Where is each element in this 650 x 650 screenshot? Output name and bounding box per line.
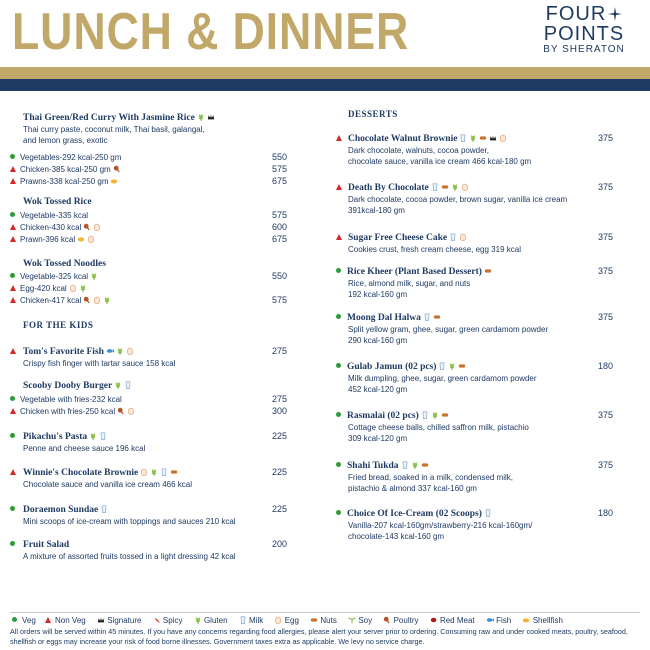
milk-icon <box>100 505 108 513</box>
item-description: 452 kcal-120 gm <box>348 385 408 394</box>
milk-icon <box>421 411 429 419</box>
legend-milk: Milk <box>249 616 264 625</box>
nonveg-icon <box>10 236 16 242</box>
legend-egg: Egg <box>284 616 299 625</box>
menu-item-thai-curry <box>23 112 303 146</box>
milk-icon <box>160 468 168 476</box>
menu-item-moong-dal-halwa <box>336 312 636 346</box>
item-description: Rice, almond milk, sugar, and nuts <box>348 279 471 288</box>
egg-icon <box>87 235 95 243</box>
nuts-icon <box>433 313 441 321</box>
brand-line-3: BY SHERATON <box>543 44 625 55</box>
price: 180 <box>598 361 614 371</box>
item-description: Dark chocolate, cocoa powder, brown sugar, vanilla ice cream <box>348 195 568 204</box>
item-name: Doraemon Sundae <box>23 505 99 515</box>
item-name: Shahi Tukda <box>347 461 399 471</box>
item-description: Thai curry paste, coconut milk, Thai basil, galangal, <box>23 125 205 134</box>
item-description: and lemon grass, exotic <box>23 136 108 145</box>
price: 575 <box>272 164 288 174</box>
legend-signature: Signature <box>107 616 142 625</box>
allergen-legend <box>12 616 570 625</box>
nuts-icon <box>170 468 178 476</box>
gluten-icon <box>79 284 87 292</box>
price: 375 <box>598 312 614 322</box>
item-name: Fruit Salad <box>23 540 70 550</box>
price: 200 <box>272 539 288 549</box>
fish-icon <box>486 616 494 624</box>
legend-veg: Veg <box>22 616 36 625</box>
item-description: 391kcal-180 gm <box>348 206 405 215</box>
price: 575 <box>272 295 288 305</box>
legend-fish: Fish <box>496 616 512 625</box>
variant-text: Chicken with fries-250 kcal <box>20 407 116 416</box>
legend-poultry: Poultry <box>393 616 419 625</box>
legend-soy: Soy <box>358 616 373 625</box>
item-description: Mini scoops of ice-cream with toppings and sauces 210 kcal <box>23 517 236 526</box>
allergy-notice: All orders will be served within 45 minutes. If you have any concerns regarding food allergies, please alert your server prior to ordering. Consuming raw and under cooked meats, poultry, seafood, shellfish or eggs may increase your risk of food borne illnesses. Government taxes extra as applicable. We levy no service charge. <box>10 627 628 646</box>
legend-gluten: Gluten <box>203 616 228 625</box>
price: 225 <box>272 467 288 477</box>
signature-icon <box>97 616 105 624</box>
gluten-icon <box>90 272 98 280</box>
item-description: Split yellow gram, ghee, sugar, green cardamom powder <box>348 325 549 334</box>
price: 225 <box>272 504 288 514</box>
red-meat-icon <box>430 616 438 624</box>
veg-icon <box>336 314 341 319</box>
poultry-icon <box>113 165 121 173</box>
veg-icon <box>10 154 15 159</box>
gluten-icon <box>103 296 111 304</box>
nuts-icon <box>484 267 492 275</box>
menu-item-death-by-chocolate <box>336 182 636 216</box>
nonveg-icon <box>10 469 16 475</box>
nuts-icon <box>479 134 487 142</box>
price: 375 <box>598 410 614 420</box>
fish-icon <box>106 347 114 355</box>
veg-icon <box>10 396 15 401</box>
variant-text: Vegetable-335 kcal <box>20 211 89 220</box>
legend-shellfish: Shellfish <box>532 616 563 625</box>
nonveg-icon <box>10 178 16 184</box>
navy-band <box>0 79 650 91</box>
nonveg-icon <box>10 224 16 230</box>
menu-item-cheese-cake <box>336 232 636 255</box>
section-heading-kids: FOR THE KIDS <box>23 320 94 330</box>
menu-item-burger <box>23 380 132 392</box>
milk-icon <box>484 509 492 517</box>
milk-icon <box>423 313 431 321</box>
veg-icon <box>10 541 15 546</box>
variant-text: Vegetable-325 kcal <box>20 272 89 281</box>
menu-item-gulab-jamun <box>336 361 636 395</box>
egg-icon <box>69 284 77 292</box>
nonveg-icon <box>10 348 16 354</box>
egg-icon <box>274 616 282 624</box>
signature-icon <box>489 134 497 142</box>
veg-icon <box>10 212 15 217</box>
veg-icon <box>10 506 15 511</box>
menu-item-sundae <box>10 504 300 527</box>
variant-row <box>10 271 300 282</box>
egg-icon <box>93 296 101 304</box>
item-description: Cookies crust, fresh cream cheese, egg 319 kcal <box>348 245 521 254</box>
item-description: Crispy fish finger with tartar sauce 158 kcal <box>23 359 176 368</box>
item-description: Fried bread, soaked in a milk, condensed milk, <box>348 473 513 482</box>
spicy-icon <box>153 616 161 624</box>
nuts-icon <box>310 616 318 624</box>
price: 180 <box>598 508 614 518</box>
item-name: Tom's Favorite Fish <box>23 347 104 357</box>
item-description: chocolate sauce, vanilla ice cream 466 kcal-180 gm <box>348 157 532 166</box>
menu-item-winnie-brownie <box>10 467 300 490</box>
price: 375 <box>598 232 614 242</box>
price: 375 <box>598 133 614 143</box>
gluten-icon <box>89 432 97 440</box>
variant-text: Prawns-338 kcal-250 gm <box>20 177 109 186</box>
milk-icon <box>124 381 132 389</box>
legend-nuts: Nuts <box>320 616 337 625</box>
veg-icon <box>336 510 341 515</box>
veg-icon <box>10 433 15 438</box>
variant-text: Vegetables-292 kcal-250 gm <box>20 153 122 162</box>
footer-divider <box>10 612 640 613</box>
shellfish-icon <box>77 235 85 243</box>
variant-text: Chicken-417 kcal <box>20 296 82 305</box>
variant-row <box>10 406 300 417</box>
gluten-icon <box>431 411 439 419</box>
veg-icon <box>336 363 341 368</box>
menu-title: LUNCH & DINNER <box>12 3 410 61</box>
egg-icon <box>499 134 507 142</box>
price: 550 <box>272 152 288 162</box>
variant-row <box>10 394 300 405</box>
price: 375 <box>598 460 614 470</box>
gold-band <box>0 67 650 79</box>
nuts-icon <box>441 411 449 419</box>
item-description: Vanilla-207 kcal-160gm/strawberry-216 kcal-160gm/ <box>348 521 533 530</box>
variant-row <box>10 283 300 294</box>
legend-nonveg: Non Veg <box>55 616 86 625</box>
variant-row <box>10 295 300 306</box>
price: 275 <box>272 346 288 356</box>
item-description: Chocolate sauce and vanilla ice cream 466 kcal <box>23 480 192 489</box>
brand-star-icon <box>608 7 622 21</box>
veg-icon <box>336 268 341 273</box>
veg-icon <box>336 462 341 467</box>
menu-item-rasmalai <box>336 410 636 444</box>
egg-icon <box>461 183 469 191</box>
variant-row <box>10 234 300 245</box>
item-name: Chocolate Walnut Brownie <box>348 134 458 144</box>
section-heading-desserts: DESSERTS <box>348 109 398 119</box>
nuts-icon <box>421 461 429 469</box>
legend-spicy: Spicy <box>162 616 183 625</box>
item-name: Rice Kheer (Plant Based Dessert) <box>347 267 482 277</box>
item-name: Pikachu's Pasta <box>23 432 88 442</box>
milk-icon <box>239 616 247 624</box>
item-name: Sugar Free Cheese Cake <box>348 233 448 243</box>
egg-icon <box>459 233 467 241</box>
price: 275 <box>272 394 288 404</box>
nonveg-icon <box>336 184 342 190</box>
milk-icon <box>99 432 107 440</box>
item-name: Rasmalai (02 pcs) <box>347 411 419 421</box>
nonveg-icon <box>10 166 16 172</box>
item-name: Choice Of Ice-Cream (02 Scoops) <box>347 509 482 519</box>
item-description: 309 kcal-120 gm <box>348 434 408 443</box>
price: 375 <box>598 182 614 192</box>
price: 375 <box>598 266 614 276</box>
item-name: Thai Green/Red Curry With Jasmine Rice <box>23 113 195 123</box>
nuts-icon <box>458 362 466 370</box>
item-description: Cottage cheese balls, chilled saffron milk, pistachio <box>348 423 529 432</box>
menu-item-shahi-tukda <box>336 460 636 494</box>
nuts-icon <box>441 183 449 191</box>
item-name: Wok Tossed Rice <box>23 197 92 207</box>
menu-item-fruit-salad <box>10 539 300 562</box>
price: 225 <box>272 431 288 441</box>
milk-icon <box>449 233 457 241</box>
item-name: Winnie's Chocolate Brownie <box>23 468 139 478</box>
price: 300 <box>272 406 288 416</box>
item-name: Scooby Dooby Burger <box>23 381 113 391</box>
menu-item-wok-noodles <box>23 258 106 270</box>
item-description: pistachio & almond 337 kcal-160 gm <box>348 484 477 493</box>
nonveg-icon <box>336 135 342 141</box>
price: 600 <box>272 222 288 232</box>
item-name: Wok Tossed Noodles <box>23 259 106 269</box>
poultry-icon <box>83 223 91 231</box>
milk-icon <box>438 362 446 370</box>
variant-row <box>10 164 300 175</box>
egg-icon <box>140 468 148 476</box>
gluten-icon <box>411 461 419 469</box>
milk-icon <box>459 134 467 142</box>
shellfish-icon <box>522 616 530 624</box>
veg-icon <box>12 617 17 622</box>
variant-row <box>10 152 300 163</box>
variant-text: Vegetable with fries-232 kcal <box>20 395 122 404</box>
menu-item-walnut-brownie <box>336 133 636 167</box>
signature-icon <box>207 113 215 121</box>
veg-icon <box>336 412 341 417</box>
nonveg-icon <box>10 285 16 291</box>
item-description: Dark chocolate, walnuts, cocoa powder, <box>348 146 489 155</box>
gluten-icon <box>194 616 202 624</box>
item-name: Death By Chocolate <box>348 183 429 193</box>
veg-icon <box>10 273 15 278</box>
item-description: Penne and cheese sauce 196 kcal <box>23 444 146 453</box>
nonveg-icon <box>10 297 16 303</box>
price: 675 <box>272 176 288 186</box>
item-name: Gulab Jamun (02 pcs) <box>347 362 437 372</box>
variant-text: Egg-420 kcal <box>20 284 67 293</box>
menu-item-wok-rice <box>23 196 92 208</box>
price: 675 <box>272 234 288 244</box>
egg-icon <box>93 223 101 231</box>
item-description: A mixture of assorted fruits tossed in a light dressing 42 kcal <box>23 552 236 561</box>
nonveg-icon <box>336 234 342 240</box>
variant-row <box>10 176 300 187</box>
variant-text: Prawn-396 kcal <box>20 235 76 244</box>
item-name: Moong Dal Halwa <box>347 313 421 323</box>
gluten-icon <box>451 183 459 191</box>
gluten-icon <box>116 347 124 355</box>
menu-item-pasta <box>10 431 300 454</box>
menu-item-rice-kheer <box>336 266 636 300</box>
gluten-icon <box>150 468 158 476</box>
shellfish-icon <box>110 177 118 185</box>
variant-text: Chicken-385 kcal-250 gm <box>20 165 111 174</box>
item-description: 192 kcal-160 gm <box>348 290 408 299</box>
brand-logo <box>536 4 632 56</box>
price: 575 <box>272 210 288 220</box>
gluten-icon <box>197 113 205 121</box>
milk-icon <box>431 183 439 191</box>
variant-text: Chicken-430 kcal <box>20 223 82 232</box>
variant-row <box>10 210 300 221</box>
gluten-icon <box>114 381 122 389</box>
nonveg-icon <box>45 617 51 623</box>
soy-icon <box>348 616 356 624</box>
variant-row <box>10 222 300 233</box>
price: 550 <box>272 271 288 281</box>
poultry-icon <box>117 407 125 415</box>
gluten-icon <box>448 362 456 370</box>
menu-item-fish <box>10 346 300 369</box>
nonveg-icon <box>10 408 16 414</box>
item-description: 290 kcal-160 gm <box>348 336 408 345</box>
brand-line-2: POINTS <box>543 23 625 45</box>
brand-line-1: FOUR <box>545 3 607 25</box>
poultry-icon <box>383 616 391 624</box>
item-description: chocolate-143 kcal-160 gm <box>348 532 445 541</box>
menu-item-ice-cream <box>336 508 636 542</box>
legend-redmeat: Red Meat <box>439 616 475 625</box>
poultry-icon <box>83 296 91 304</box>
egg-icon <box>126 347 134 355</box>
item-description: Milk dumpling, ghee, sugar, green cardamom powder <box>348 374 537 383</box>
milk-icon <box>401 461 409 469</box>
egg-icon <box>127 407 135 415</box>
gluten-icon <box>469 134 477 142</box>
